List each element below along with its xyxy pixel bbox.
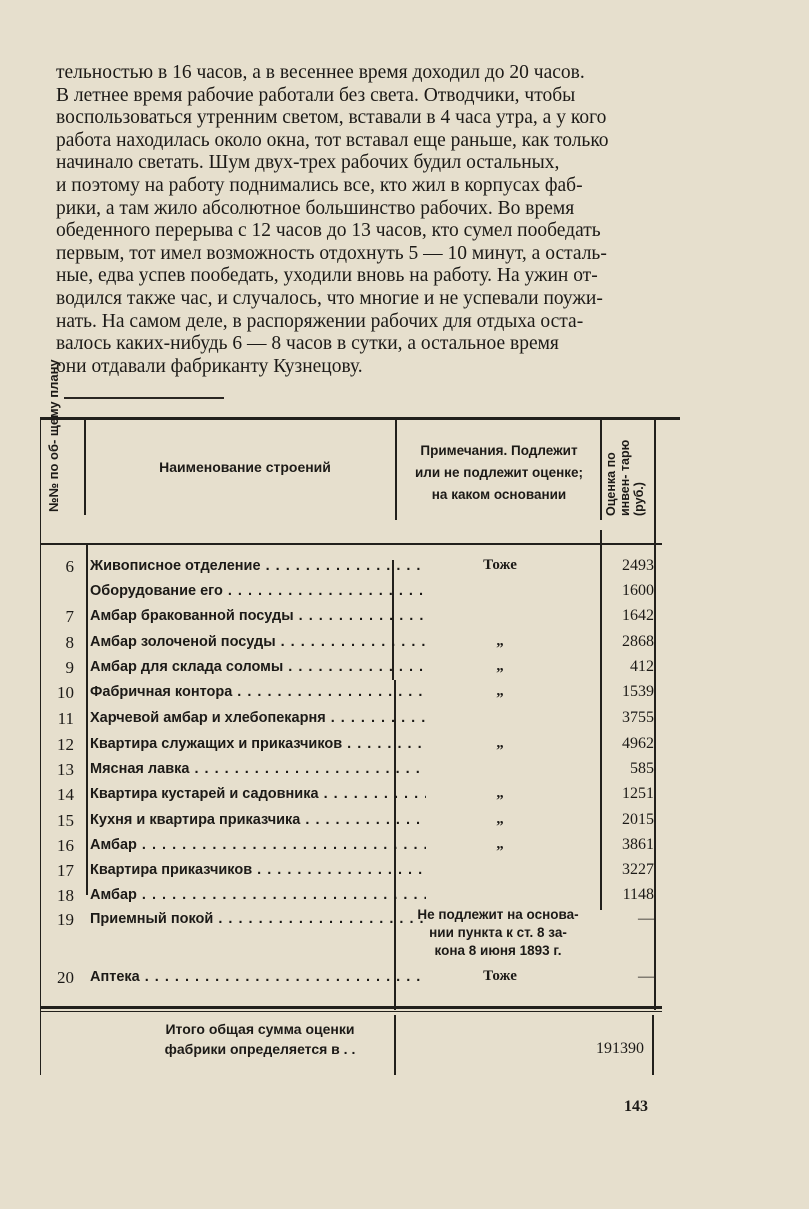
row-name: Мясная лавка . . . (90, 761, 426, 777)
header-note-line: или не подлежит оценке; (414, 465, 584, 480)
row-number: 14 (57, 785, 74, 804)
header-note-line: на каком основании (431, 487, 567, 502)
row-number: 6 (65, 557, 74, 576)
row-value: 1539 (622, 683, 654, 700)
text-line: первым, тот имел возможность отдохнуть 5 — 10 минут, а осталь- (56, 242, 607, 264)
row-number: 20 (57, 968, 74, 987)
row-note: „ (496, 658, 504, 674)
row-value: 1148 (622, 886, 654, 903)
table-row (40, 733, 660, 758)
text-line: тельностью в 16 часов, а в весеннее время доходил до 20 часов. (56, 62, 585, 83)
row-value: 1642 (622, 607, 654, 624)
text-line: начинало светать. Шум двух-трех рабочих будил остальных, (56, 152, 560, 174)
row-value: 585 (630, 760, 654, 777)
text-line: нать. На самом деле, в распоряжении рабочих для отдыха оста- (56, 310, 584, 332)
table-row (40, 631, 660, 656)
page-number: 143 (624, 1098, 648, 1115)
row-value: 3755 (622, 709, 654, 726)
row-note: „ (496, 735, 504, 751)
row-number: 18 (57, 886, 74, 905)
row-note: „ (496, 683, 504, 699)
row-name: Амбар золоченой посуды . . . (90, 634, 426, 650)
table-row (40, 758, 660, 783)
note-line: кона 8 июня 1893 г. (434, 943, 562, 958)
header-note (398, 440, 600, 506)
row-number: 10 (57, 683, 74, 702)
total-value: 191390 (596, 1040, 644, 1057)
header-number: №№ по об- щему плану (46, 359, 61, 512)
table-row (40, 834, 660, 859)
row-number: 19 (57, 910, 74, 929)
row-note: Тоже (483, 968, 517, 984)
note-line: Не подлежит на основа- (417, 907, 579, 922)
text-line: В летнее время рабочие работали без света. Отводчики, чтобы (56, 84, 576, 106)
row-name: Квартира кустарей и садовника . . . (90, 786, 426, 802)
table-row (40, 783, 660, 808)
row-number: 7 (65, 607, 74, 626)
row-number: 15 (57, 811, 74, 830)
text-line: обеденного перерыва с 12 часов до 13 часов, кто сумел пообедать (56, 220, 601, 242)
text-line: рики, а там жило абсолютное большинство рабочих. Во время (56, 197, 575, 219)
table-row (40, 966, 660, 991)
body-paragraph (56, 62, 686, 378)
text-line: валось каких-нибудь 6 — 8 часов в сутки, а остальное время (56, 333, 559, 355)
row-number: 13 (57, 760, 74, 779)
row-name: Амбар для склада соломы . . . (90, 659, 426, 675)
total-label-line: фабрики определяется в . . (164, 1041, 356, 1057)
row-note: „ (496, 633, 504, 649)
table-row (40, 859, 660, 884)
row-name: Амбар . . . (90, 837, 426, 853)
section-divider (64, 397, 224, 399)
row-value: 3861 (622, 836, 654, 853)
total-label-line: Итого общая сумма оценки (165, 1021, 355, 1037)
table-row (40, 555, 660, 580)
row-number: 8 (65, 633, 74, 652)
row-value: 2493 (622, 557, 654, 574)
row-number: 9 (65, 658, 74, 677)
row-number: 17 (57, 861, 74, 880)
row-value: 2015 (622, 811, 654, 828)
row-name: Харчевой амбар и хлебопекарня . . . (90, 710, 426, 726)
row-value: 1251 (622, 785, 654, 802)
header-name: Наименование строений (159, 459, 331, 475)
table-row (40, 681, 660, 706)
row-note: „ (496, 785, 504, 801)
row-value: 1600 (622, 582, 654, 599)
row-value: 3227 (622, 861, 654, 878)
row-19-note (400, 906, 596, 960)
row-name: Оборудование его . . . (90, 583, 426, 599)
row-number: 12 (57, 735, 74, 754)
row-number: 11 (57, 709, 74, 728)
row-name: Фабричная контора . . . (90, 684, 426, 700)
header-note-line: Примечания. Подлежит (420, 443, 578, 458)
row-note: „ (496, 836, 504, 852)
row-name: Кухня и квартира приказчика . . . (90, 812, 426, 828)
row-value: 2868 (622, 633, 654, 650)
table-row (40, 809, 660, 834)
text-line: работа находилась около окна, тот вставал еще раньше, как только (56, 129, 609, 151)
table-row (40, 707, 660, 732)
row-name: Квартира служащих и приказчиков . . . (90, 736, 426, 752)
row-name: Квартира приказчиков . . . (90, 862, 426, 878)
row-value: 412 (630, 658, 654, 675)
row-name: Аптека . . . (90, 969, 426, 985)
row-value: — (638, 968, 654, 985)
row-number: 16 (57, 836, 74, 855)
row-name: Приемный покой . . . (90, 911, 426, 927)
row-note: Тоже (483, 557, 517, 573)
note-line: нии пункта к ст. 8 за- (429, 925, 567, 940)
row-name: Амбар бракованной посуды . . . (90, 608, 426, 624)
text-line: и поэтому на работу поднимались все, кто жил в корпусах фаб- (56, 174, 583, 196)
row-note: „ (496, 811, 504, 827)
header-value: Оценка по инвен- тарю (руб.) (604, 439, 646, 516)
text-line: воспользоваться утренним светом, вставали в 4 часа утра, а у кого (56, 107, 607, 129)
text-line: водился также час, и случалось, что многие и не успевали поужи- (56, 287, 603, 309)
table-row (40, 605, 660, 630)
table-row (40, 656, 660, 681)
text-line: они отдавали фабриканту Кузнецову. (56, 355, 363, 377)
text-line: ные, едва успев пообедать, уходили вновь на работу. На ужин от- (56, 265, 598, 287)
row-value: — (638, 910, 654, 927)
row-value: 4962 (622, 735, 654, 752)
row-name: Амбар . . . (90, 887, 426, 903)
total-label (130, 1019, 390, 1059)
row-name: Живописное отделение . . . (90, 558, 426, 574)
table-row (40, 580, 660, 605)
